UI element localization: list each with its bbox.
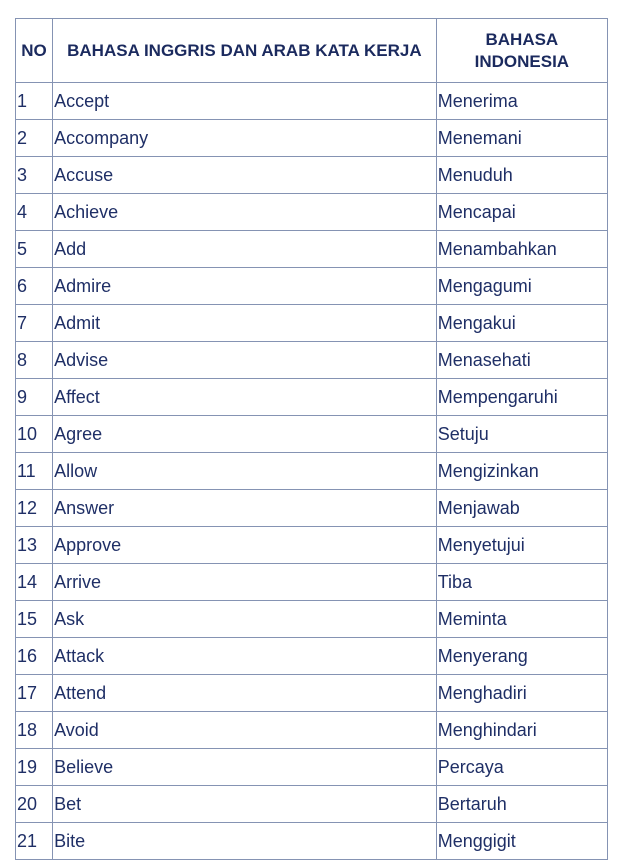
- row-number: 6: [16, 268, 53, 305]
- row-word: Accompany: [53, 120, 437, 157]
- row-word: Ask: [53, 601, 437, 638]
- row-number: 8: [16, 342, 53, 379]
- table-row: [16, 194, 608, 231]
- row-meaning: Mengizinkan: [436, 453, 607, 490]
- row-number: 17: [16, 675, 53, 712]
- row-number: 3: [16, 157, 53, 194]
- table-row: [16, 453, 608, 490]
- row-meaning: Menyerang: [436, 638, 607, 675]
- row-number: 20: [16, 786, 53, 823]
- row-number: 4: [16, 194, 53, 231]
- vocabulary-table: [15, 18, 608, 860]
- row-word: Allow: [53, 453, 437, 490]
- table-row: [16, 416, 608, 453]
- table-row: [16, 823, 608, 860]
- row-meaning: Mencapai: [436, 194, 607, 231]
- row-number: 14: [16, 564, 53, 601]
- table-row: [16, 120, 608, 157]
- table-row: [16, 638, 608, 675]
- row-word: Accuse: [53, 157, 437, 194]
- row-meaning: Menghadiri: [436, 675, 607, 712]
- header-no: NO: [16, 19, 53, 83]
- row-number: 5: [16, 231, 53, 268]
- header-english-arabic: BAHASA INGGRIS DAN ARAB KATA KERJA: [53, 19, 437, 83]
- row-meaning: Mempengaruhi: [436, 379, 607, 416]
- table-row: [16, 268, 608, 305]
- row-word: Accept: [53, 83, 437, 120]
- row-word: Achieve: [53, 194, 437, 231]
- row-meaning: Tiba: [436, 564, 607, 601]
- row-meaning: Menambahkan: [436, 231, 607, 268]
- row-number: 19: [16, 749, 53, 786]
- row-number: 1: [16, 83, 53, 120]
- row-word: Bet: [53, 786, 437, 823]
- row-number: 7: [16, 305, 53, 342]
- row-word: Agree: [53, 416, 437, 453]
- table-row: [16, 342, 608, 379]
- row-number: 18: [16, 712, 53, 749]
- row-word: Answer: [53, 490, 437, 527]
- header-indonesian: BAHASA INDONESIA: [436, 19, 607, 83]
- table-body: [16, 83, 608, 860]
- table-header-row: [16, 19, 608, 83]
- row-word: Admire: [53, 268, 437, 305]
- row-meaning: Menemani: [436, 120, 607, 157]
- row-word: Bite: [53, 823, 437, 860]
- row-word: Avoid: [53, 712, 437, 749]
- row-meaning: Setuju: [436, 416, 607, 453]
- row-word: Advise: [53, 342, 437, 379]
- table-row: [16, 157, 608, 194]
- row-word: Attack: [53, 638, 437, 675]
- row-meaning: Menuduh: [436, 157, 607, 194]
- row-meaning: Bertaruh: [436, 786, 607, 823]
- row-meaning: Menggigit: [436, 823, 607, 860]
- table-row: [16, 490, 608, 527]
- row-number: 16: [16, 638, 53, 675]
- row-number: 12: [16, 490, 53, 527]
- row-number: 13: [16, 527, 53, 564]
- table-row: [16, 712, 608, 749]
- table-row: [16, 786, 608, 823]
- row-meaning: Meminta: [436, 601, 607, 638]
- row-number: 11: [16, 453, 53, 490]
- row-number: 21: [16, 823, 53, 860]
- row-word: Attend: [53, 675, 437, 712]
- row-word: Add: [53, 231, 437, 268]
- table-row: [16, 675, 608, 712]
- row-number: 9: [16, 379, 53, 416]
- row-word: Admit: [53, 305, 437, 342]
- table-row: [16, 379, 608, 416]
- table-row: [16, 83, 608, 120]
- table-row: [16, 231, 608, 268]
- row-meaning: Mengakui: [436, 305, 607, 342]
- row-meaning: Menasehati: [436, 342, 607, 379]
- table-row: [16, 564, 608, 601]
- row-number: 2: [16, 120, 53, 157]
- row-meaning: Menerima: [436, 83, 607, 120]
- table-row: [16, 749, 608, 786]
- table-row: [16, 305, 608, 342]
- row-meaning: Percaya: [436, 749, 607, 786]
- row-meaning: Menyetujui: [436, 527, 607, 564]
- row-word: Believe: [53, 749, 437, 786]
- row-word: Affect: [53, 379, 437, 416]
- row-meaning: Menjawab: [436, 490, 607, 527]
- row-meaning: Menghindari: [436, 712, 607, 749]
- row-word: Approve: [53, 527, 437, 564]
- table-row: [16, 527, 608, 564]
- row-number: 15: [16, 601, 53, 638]
- row-word: Arrive: [53, 564, 437, 601]
- row-number: 10: [16, 416, 53, 453]
- table-row: [16, 601, 608, 638]
- row-meaning: Mengagumi: [436, 268, 607, 305]
